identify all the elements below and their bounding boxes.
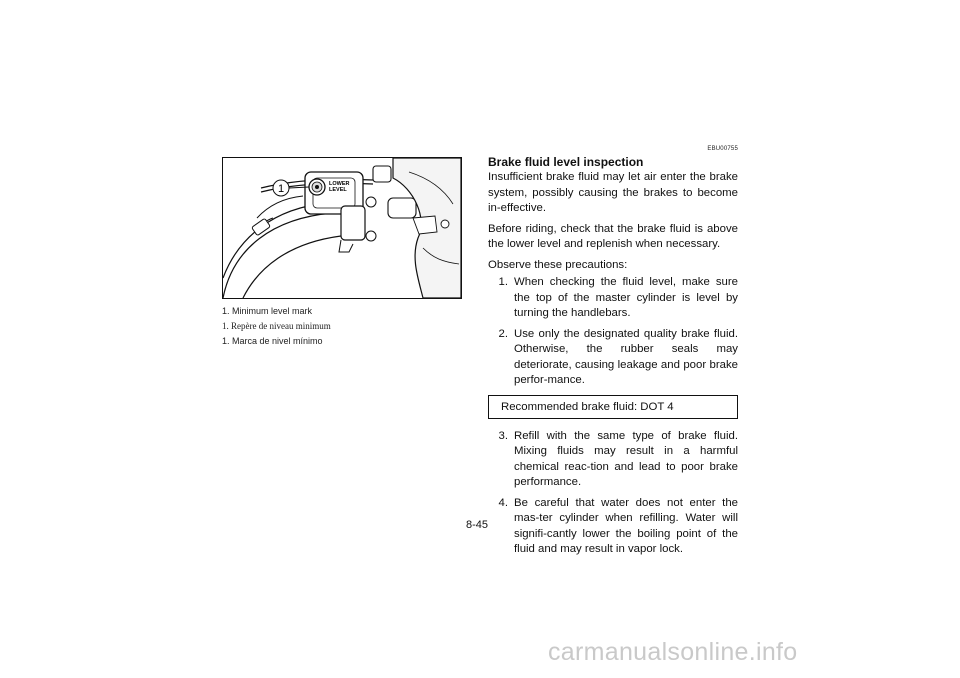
list-item <box>488 275 738 322</box>
step-text: When checking the fluid level, make sure the top of the master cylinder is level by turning the handlebars. <box>514 276 738 319</box>
list-item <box>488 327 738 389</box>
step-number: 4. <box>498 496 508 509</box>
precaution-list-b <box>488 429 738 558</box>
step-text: Be careful that water does not enter the mas-ter cylinder when refilling. Water will signifi-cantly lower the boiling point of the fluid and may result in vapor lock. <box>514 496 738 555</box>
level-label-top: LOWER <box>329 181 350 187</box>
page-number: 8-45 <box>466 519 489 531</box>
brake-reservoir-illustration <box>222 157 462 299</box>
caption-spanish: 1. Marca de nivel mínimo <box>222 336 323 346</box>
precaution-list-a <box>488 275 738 389</box>
step-number: 2. <box>498 327 508 340</box>
paragraph-intro: Insufficient brake fluid may let air enter the brake system, possibly causing the brakes to become in-effective. <box>488 171 738 214</box>
step-number: 1. <box>498 276 508 288</box>
step-text: Use only the designated quality brake fluid. Otherwise, the rubber seals may deteriorate, causing leakage and poor brake perfor-mance. <box>514 327 738 386</box>
paragraph-precautions: Observe these precautions: <box>488 258 628 271</box>
caption-english: 1. Minimum level mark <box>222 306 313 316</box>
level-label-bottom: LEVEL <box>329 187 347 193</box>
figure-captions <box>222 304 472 349</box>
master-cylinder-drawing <box>223 158 461 298</box>
step-text: Refill with the same type of brake fluid. Mixing fluids may result in a harmful chemical reac-tion and lead to poor brake performance. <box>514 429 738 488</box>
brake-fluid-section <box>488 146 738 563</box>
recommended-fluid-box: Recommended brake fluid: DOT 4 <box>488 395 738 419</box>
section-code: EBU00755 <box>707 146 738 152</box>
list-item <box>488 496 738 558</box>
list-item <box>488 429 738 491</box>
paragraph-before-riding: Before riding, check that the brake fluid is above the lower level and replenish when necessary. <box>488 222 738 250</box>
callout-number: 1 <box>277 183 285 195</box>
watermark: carmanualsonline.info <box>548 638 798 666</box>
caption-french: 1. Repère de niveau minimum <box>222 321 331 331</box>
section-title: Brake fluid level inspection <box>488 155 644 169</box>
step-number: 3. <box>498 429 508 442</box>
